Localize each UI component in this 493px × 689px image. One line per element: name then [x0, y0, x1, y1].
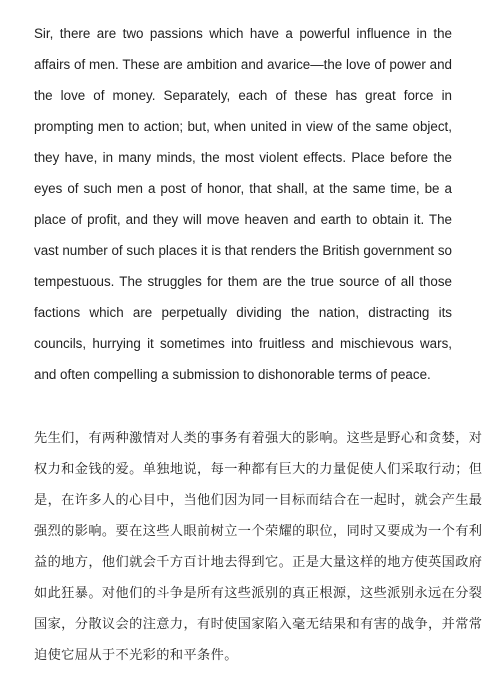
chinese-line: 强烈的影响。要在这些人眼前树立一个荣耀的职位，同时又要成为一个有利 — [34, 524, 483, 539]
chinese-line: 如此狂暴。对他们的斗争是所有这些派别的真正根源，这些派别永远在分裂 — [34, 586, 483, 601]
chinese-line: 先生们，有两种激情对人类的事务有着强大的影响。这些是野心和贪婪，对 — [34, 431, 483, 446]
english-line: and often compelling a submission to dishonorable terms of peace. — [34, 367, 431, 382]
chinese-line: 国家，分散议会的注意力，有时使国家陷入毫无结果和有害的战争，并常常 — [34, 617, 483, 632]
english-line: tempestuous. The struggles for them are the true source of all those — [34, 274, 452, 289]
english-line: eyes of such men a post of honor, that shall, at the same time, be a — [34, 181, 452, 196]
english-line: factions which are perpetually dividing the nation, distracting its — [34, 305, 452, 320]
chinese-line: 权力和金钱的爱。单独地说，每一种都有巨大的力量促使人们采取行动；但 — [34, 462, 483, 477]
english-line: affairs of men. These are ambition and avarice—the love of power and — [34, 57, 452, 72]
english-line: they have, in many minds, the most violent effects. Place before the — [34, 150, 452, 165]
english-line: councils, hurrying it sometimes into fruitless and mischievous wars, — [34, 336, 452, 351]
english-line: place of profit, and they will move heaven and earth to obtain it. The — [34, 212, 452, 227]
english-line: Sir, there are two passions which have a powerful influence in the — [34, 26, 452, 41]
chinese-line: 益的地方，他们就会千方百计地去得到它。正是大量这样的地方使英国政府 — [34, 555, 483, 570]
english-line: prompting men to action; but, when united in view of the same object, — [34, 119, 452, 134]
english-line: vast number of such places it is that renders the British government so — [34, 243, 452, 258]
chinese-line: 迫使它屈从于不光彩的和平条件。 — [34, 648, 238, 663]
chinese-line: 是，在许多人的心目中，当他们因为同一目标而结合在一起时，就会产生最 — [34, 493, 483, 508]
english-line: the love of money. Separately, each of these has great force in — [34, 88, 452, 103]
